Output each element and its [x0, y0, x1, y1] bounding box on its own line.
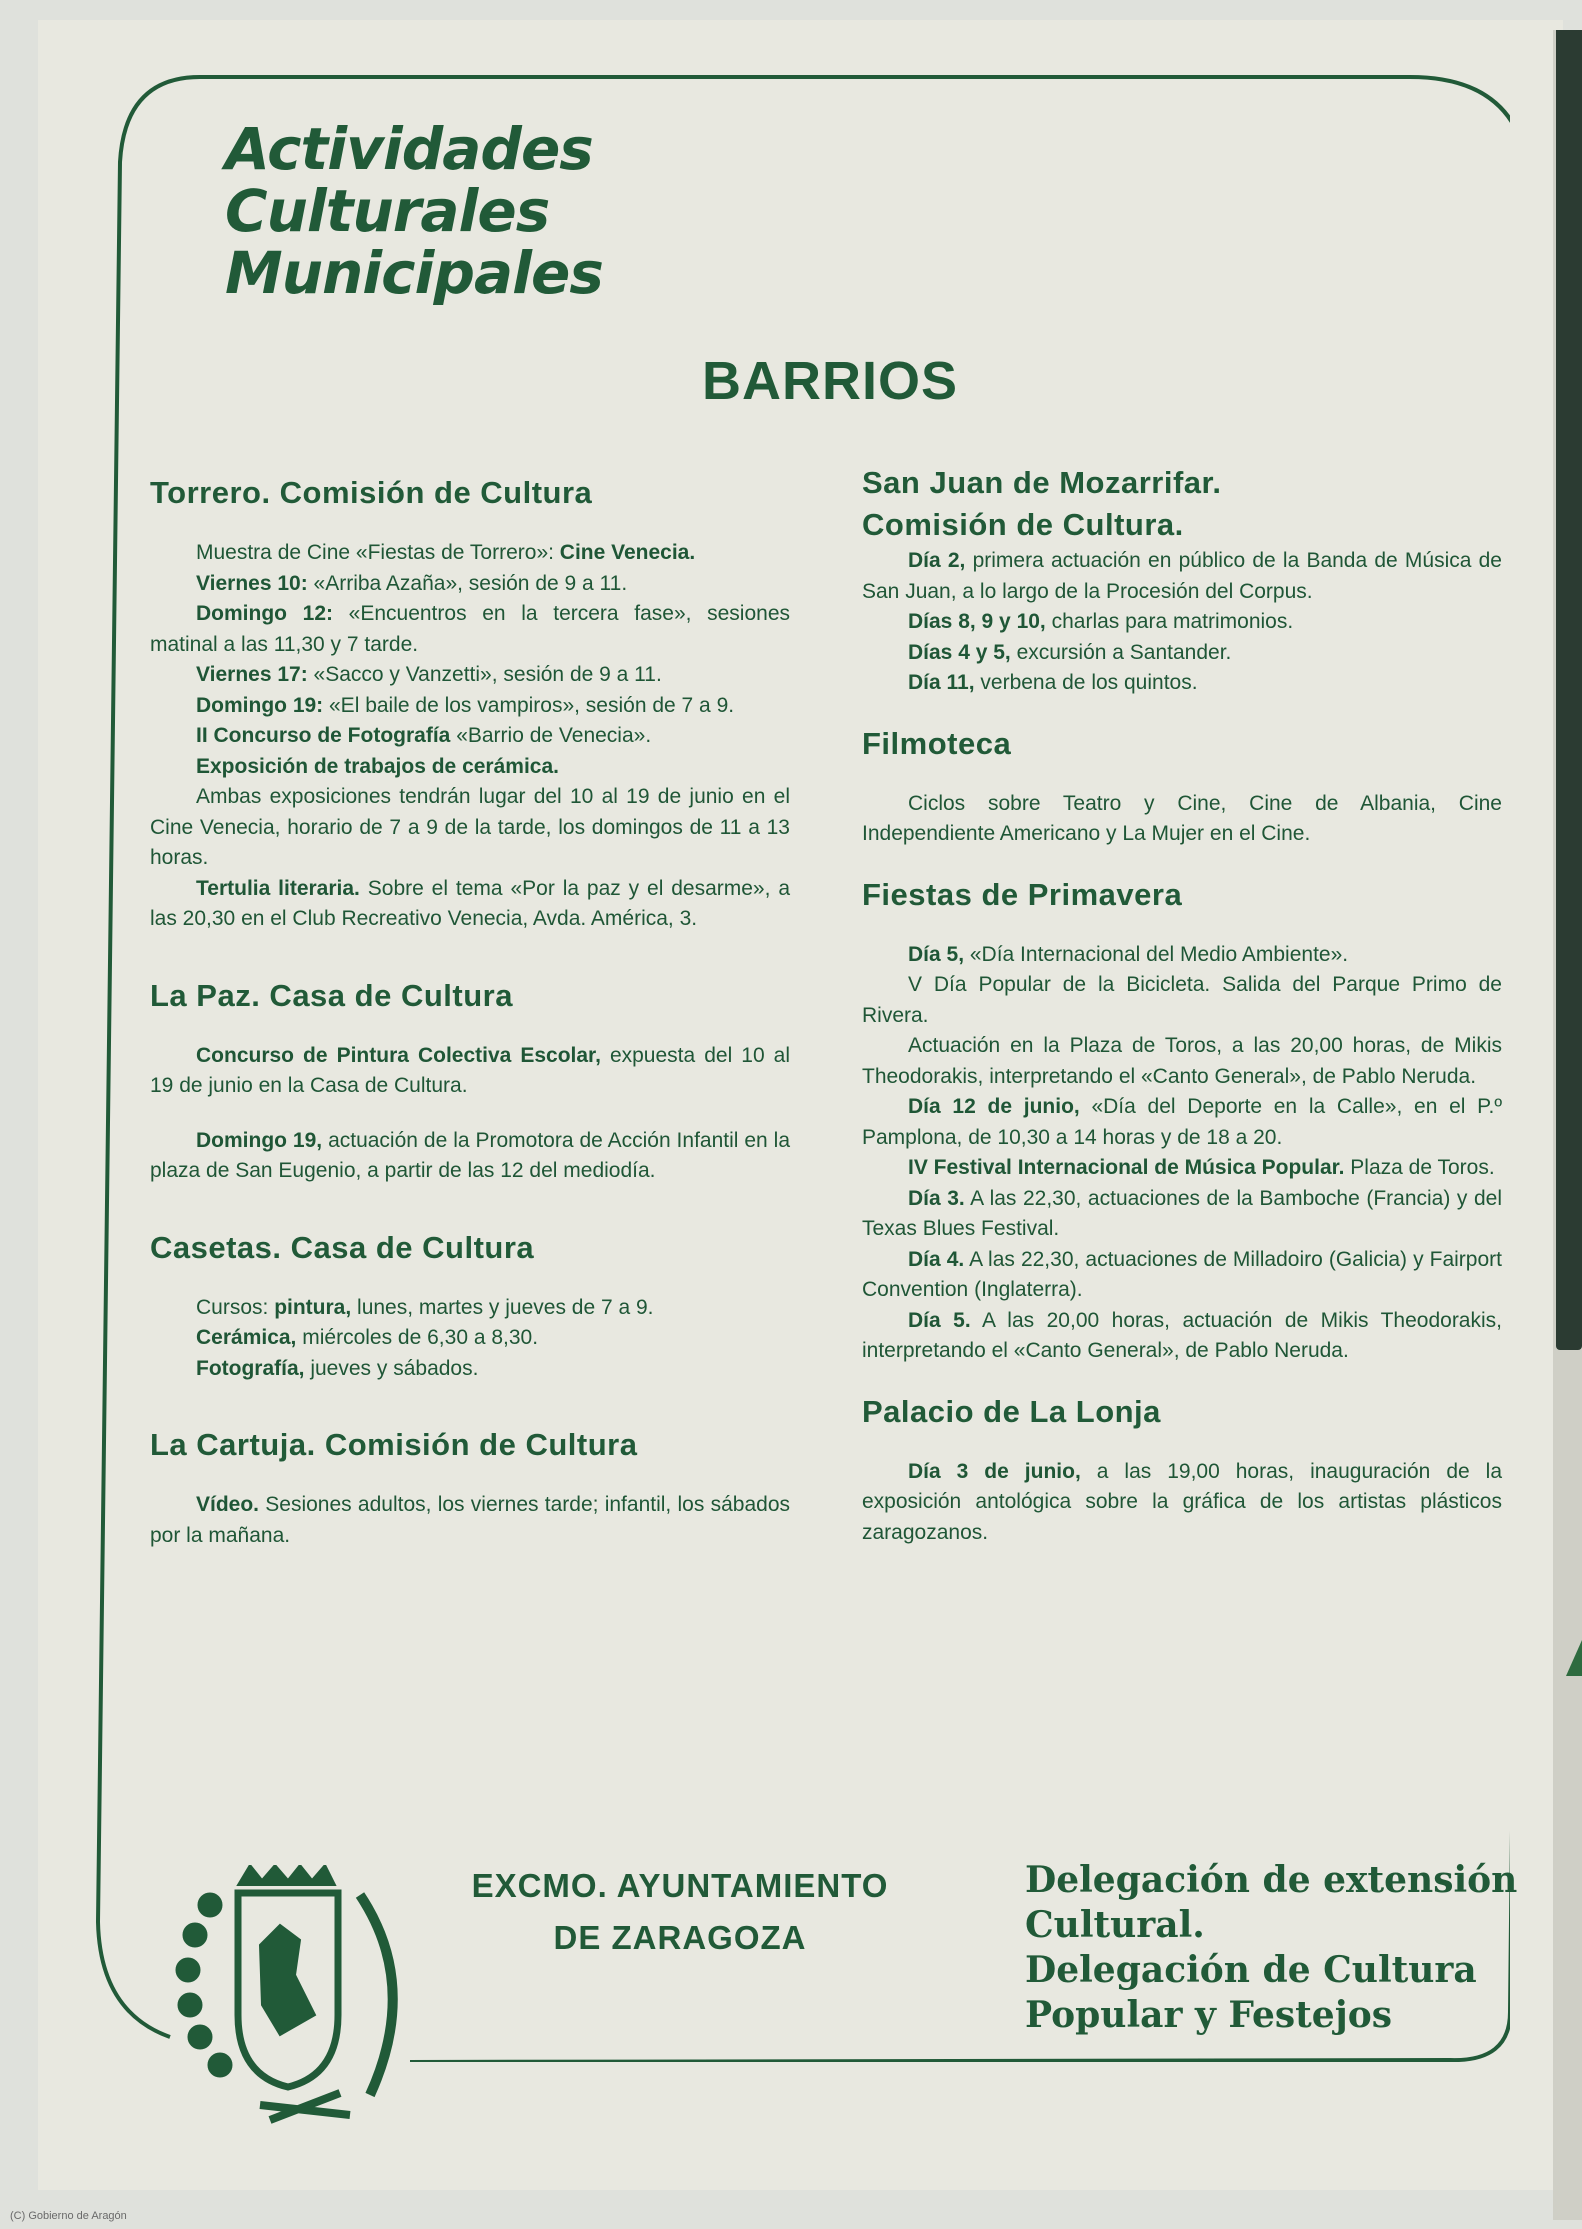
section-lonja	[862, 1391, 1502, 1549]
torrero-p9: Tertulia literaria. Sobre el tema «Por la paz y el desarme», a las 20,30 en el Club Recreativo Venecia, Avda. América, 3.	[150, 876, 791, 930]
sanjuan-p4: Día 11, verbena de los quintos.	[908, 671, 1198, 694]
section-cartuja	[150, 1424, 790, 1551]
left-column	[150, 472, 790, 1551]
torrero-p5: Domingo 19: «El baile de los vampiros», sesión de 7 a 9.	[196, 693, 735, 717]
cartuja-title: La Cartuja. Comisión de Cultura	[150, 1427, 638, 1462]
lonja-title: Palacio de La Lonja	[862, 1393, 1161, 1429]
sanjuan-title-1: San Juan de Mozarrifar.	[862, 465, 1222, 500]
torrero-p2: Viernes 10: «Arriba Azaña», sesión de 9 a 11.	[196, 571, 628, 595]
section-sanjuan	[862, 462, 1502, 699]
section-casetas	[150, 1227, 790, 1385]
section-torrero	[150, 472, 790, 935]
delegacion-line-1: Delegación de extensión	[1025, 1859, 1518, 1901]
casetas-title: Casetas. Casa de Cultura	[150, 1229, 535, 1265]
primavera-p7: Día 4. A las 22,30, actuaciones de Milladoiro (Galicia) y Fairport Convention (Inglaterra).	[862, 1247, 1502, 1301]
right-column	[862, 462, 1502, 1548]
section-primavera	[862, 874, 1502, 1367]
sanjuan-title-2: Comisión de Cultura.	[862, 507, 1184, 542]
main-heading	[225, 115, 603, 307]
heading-line-2: Culturales	[225, 177, 550, 245]
filmoteca-title: Filmoteca	[862, 725, 1012, 761]
ayuntamiento-line-1: EXCMO. AYUNTAMIENTO	[471, 1867, 889, 1904]
primavera-title: Fiestas de Primavera	[862, 876, 1183, 912]
primavera-p6: Día 3. A las 22,30, actuaciones de la Bamboche (Francia) y del Texas Blues Festival.	[862, 1186, 1502, 1240]
delegacion-line-2: Cultural.	[1025, 1904, 1205, 1946]
heading-line-3: Municipales	[225, 239, 603, 307]
heading-line-1: Actividades	[225, 115, 593, 183]
lonja-p1: Día 3 de junio, a las 19,00 horas, inauguración de la exposición antológica sobre la gráfica de los artistas plásticos zaragozanos.	[862, 1459, 1502, 1544]
section-filmoteca	[862, 723, 1502, 850]
sanjuan-p1: Día 2, primera actuación en público de la Banda de Música de San Juan, a lo largo de la Procesión del Corpus.	[862, 549, 1502, 603]
ayuntamiento-line-2: DE ZARAGOZA	[553, 1919, 807, 1956]
next-page-mark	[1566, 1640, 1582, 1676]
cartuja-p1: Vídeo. Sesiones adultos, los viernes tarde; infantil, los sábados por la mañana.	[150, 1493, 790, 1547]
casetas-p1: Cursos: pintura, lunes, martes y jueves de 7 a 9.	[196, 1295, 654, 1319]
torrero-p3: Domingo 12: «Encuentros en la tercera fase», sesiones matinal a las 11,30 y 7 tarde.	[150, 602, 790, 656]
section-heading: BARRIOS	[701, 351, 958, 411]
primavera-p8: Día 5. A las 20,00 horas, actuación de Mikis Theodorakis, interpretando el «Canto General», de Pablo Neruda.	[862, 1308, 1502, 1362]
copyright-notice: (C) Gobierno de Aragón	[10, 2210, 127, 2222]
torrero-p6: II Concurso de Fotografía «Barrio de Venecia».	[196, 724, 652, 747]
torrero-p1: Muestra de Cine «Fiestas de Torrero»: Cine Venecia.	[196, 541, 696, 564]
delegacion-block	[1025, 1858, 1517, 2038]
torrero-p8: Ambas exposiciones tendrán lugar del 10 al 19 de junio en el Cine Venecia, horario de 7 a 9 de la tarde, los domingos de 11 a 13 horas.	[150, 785, 790, 869]
section-lapaz	[150, 975, 790, 1187]
lapaz-p1: Concurso de Pintura Colectiva Escolar, expuesta del 10 al 19 de junio en la Casa de Cultura.	[150, 1043, 791, 1097]
primavera-p3: Actuación en la Plaza de Toros, a las 20,00 horas, de Mikis Theodorakis, interpretando el «Canto General», de Pablo Neruda.	[862, 1034, 1502, 1088]
primavera-p2: V Día Popular de la Bicicleta. Salida del Parque Primo de Rivera.	[862, 973, 1502, 1027]
next-page-edge	[1556, 30, 1582, 1350]
ayuntamiento-name	[410, 1860, 950, 1964]
zaragoza-coat-of-arms	[150, 1865, 430, 2130]
delegacion-line-4: Popular y Festejos	[1025, 1994, 1393, 2036]
casetas-p2: Cerámica, miércoles de 6,30 a 8,30.	[196, 1326, 539, 1349]
primavera-p4: Día 12 de junio, «Día del Deporte en la Calle», en el P.º Pamplona, de 10,30 a 14 horas y de 18 a 20.	[862, 1095, 1502, 1149]
torrero-p4: Viernes 17: «Sacco y Vanzetti», sesión de 9 a 11.	[196, 663, 662, 686]
filmoteca-p1: Ciclos sobre Teatro y Cine, Cine de Albania, Cine Independiente Americano y La Mujer en el Cine.	[862, 791, 1502, 845]
delegacion-line-3: Delegación de Cultura	[1025, 1949, 1477, 1991]
casetas-p3: Fotografía, jueves y sábados.	[196, 1356, 479, 1380]
sanjuan-p2: Días 8, 9 y 10, charlas para matrimonios.	[908, 610, 1294, 633]
primavera-p5: IV Festival Internacional de Música Popular. Plaza de Toros.	[908, 1156, 1495, 1179]
torrero-title: Torrero. Comisión de Cultura	[150, 475, 593, 510]
torrero-p7: Exposición de trabajos de cerámica.	[196, 754, 559, 778]
lapaz-title: La Paz. Casa de Cultura	[150, 977, 513, 1013]
sanjuan-p3: Días 4 y 5, excursión a Santander.	[908, 640, 1232, 664]
primavera-p1: Día 5, «Día Internacional del Medio Ambiente».	[908, 942, 1349, 966]
lapaz-p2: Domingo 19, actuación de la Promotora de Acción Infantil en la plaza de San Eugenio, a partir de las 12 del mediodía.	[150, 1128, 791, 1182]
